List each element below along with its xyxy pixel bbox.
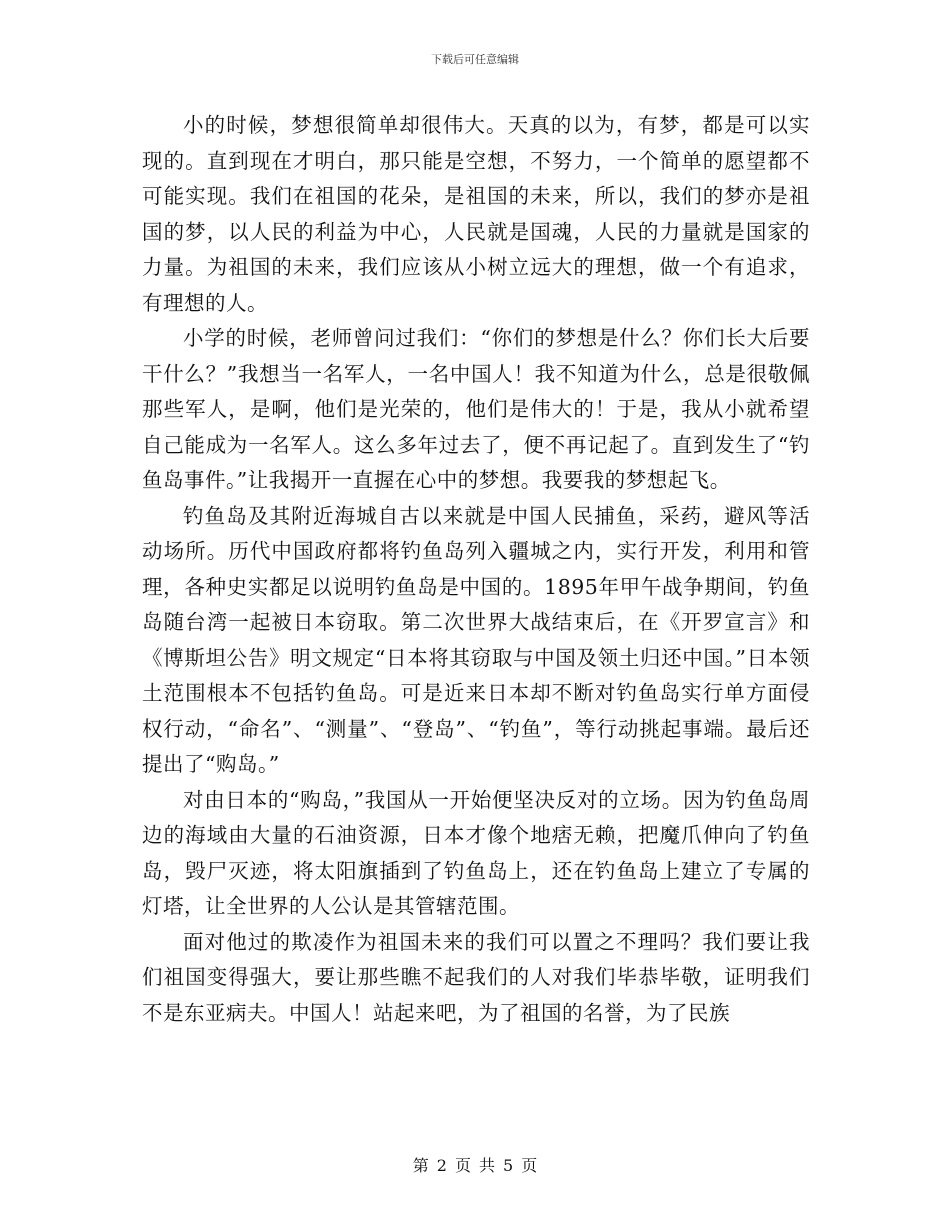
total-pages-number: 5: [503, 1156, 514, 1175]
paragraph: 钓鱼岛及其附近海城自古以来就是中国人民捕鱼，采药，避风等活动场所。历代中国政府都将钓鱼岛列入疆城之内，实行开发，利用和管理，各种史实都足以说明钓鱼岛是中国的。1895年甲午战争期间，钓鱼岛随台湾一起被日本窃取。第二次世界大战结束后，在《开罗宣言》和《博斯坦公告》明文规定“日本将其窃取与中国及领土归还中国。”日本领土范围根本不包括钓鱼岛。可是近来日本却不断对钓鱼岛实行单方面侵权行动，“命名”、“测量”、“登岛”、“钓鱼”，等行动挑起事端。最后还提出了“购岛。”: [142, 503, 810, 776]
paragraph: 对由日本的“购岛，”我国从一开始便坚决反对的立场。因为钓鱼岛周边的海域由大量的石油资源，日本才像个地痞无赖，把魔爪伸向了钓鱼岛，毁尸灭迹，将太阳旗插到了钓鱼岛上，还在钓鱼岛上建立了专属的灯塔，让全世界的人公认是其管辖范围。: [142, 787, 810, 918]
paragraph: 面对他过的欺凌作为祖国未来的我们可以置之不理吗？我们要让我们祖国变得强大，要让那些瞧不起我们的人对我们毕恭毕敬，证明我们不是东亚病夫。中国人！站起来吧，为了祖国的名誉，为了民族: [142, 929, 810, 1025]
paragraph: 小的时候，梦想很简单却很伟大。天真的以为，有梦，都是可以实现的。直到现在才明白，那只能是空想，不努力，一个简单的愿望都不可能实现。我们在祖国的花朵，是祖国的未来，所以，我们的梦亦是祖国的梦，以人民的利益为中心，人民就是国魂，人民的力量就是国家的力量。为祖国的未来，我们应该从小树立远大的理想，做一个有追求，有理想的人。: [142, 113, 810, 315]
footer-ye: 页: [454, 1156, 471, 1175]
footer-gong: 共: [479, 1156, 496, 1175]
current-page-number: 2: [436, 1156, 447, 1175]
footer-di: 第: [412, 1156, 429, 1175]
document-body: [142, 108, 810, 1031]
page-footer: [0, 1156, 950, 1176]
paragraph: 小学的时候，老师曾问过我们：“你们的梦想是什么？你们长大后要干什么？”我想当一名军人，一名中国人！我不知道为什么，总是很敬佩那些军人，是啊，他们是光荣的，他们是伟大的！于是，我从小就希望自己能成为一名军人。这么多年过去了，便不再记起了。直到发生了“钓鱼岛事件。”让我揭开一直握在心中的梦想。我要我的梦想起飞。: [142, 326, 810, 492]
footer-ye-2: 页: [521, 1156, 538, 1175]
page-header: 下载后可任意编辑: [431, 53, 519, 66]
